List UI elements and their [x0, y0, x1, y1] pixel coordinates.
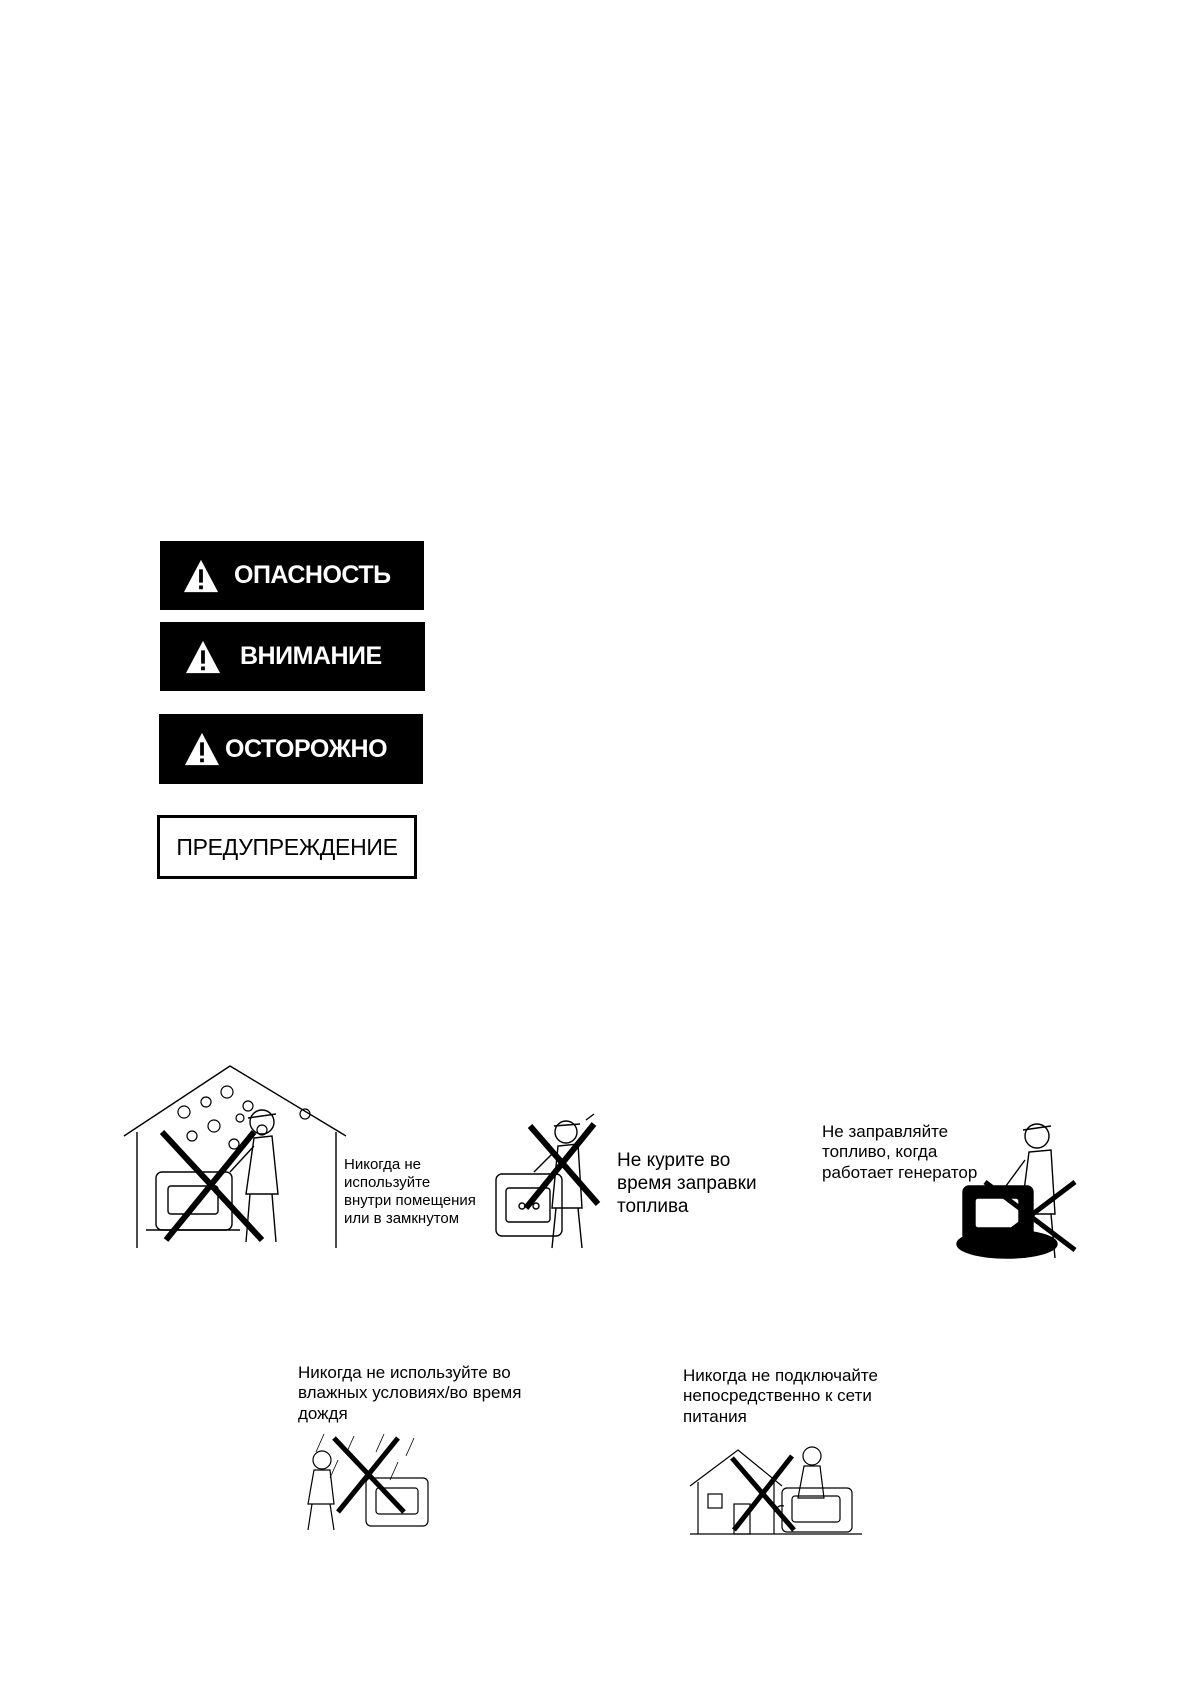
refuel-illustration: [955, 1110, 1095, 1260]
indoor-use-caption: Никогда не используйте внутри помещения или в замкнутом: [344, 1156, 476, 1227]
warning-triangle-icon: [184, 639, 222, 675]
warning-triangle-icon: [183, 731, 221, 767]
danger-label: ОПАСНОСТЬ: [234, 561, 391, 589]
refuel-caption: Не заправляйте топливо, когда работает генератор: [822, 1122, 978, 1182]
indoor-use-illustration: [122, 1062, 352, 1252]
notice-sign: [157, 815, 417, 879]
wet-conditions-illustration: [294, 1432, 444, 1532]
caution-sign: [159, 714, 423, 784]
mains-caption: Никогда не подключайте непосредственно к сети питания: [683, 1366, 878, 1426]
warning-label: ВНИМАНИЕ: [240, 642, 382, 670]
wet-conditions-caption: Никогда не используйте во влажных условиях/во время дождя: [298, 1363, 522, 1423]
warning-triangle-icon: [182, 558, 220, 594]
danger-sign: [160, 541, 424, 610]
no-smoking-illustration: [490, 1112, 610, 1252]
warning-sign: [160, 622, 425, 691]
no-smoking-caption: Не курите во время заправки топлива: [617, 1150, 757, 1217]
notice-label: ПРЕДУПРЕЖДЕНИЕ: [176, 833, 398, 860]
mains-connection-illustration: [686, 1434, 866, 1544]
caution-label: ОСТОРОЖНО: [225, 734, 388, 763]
